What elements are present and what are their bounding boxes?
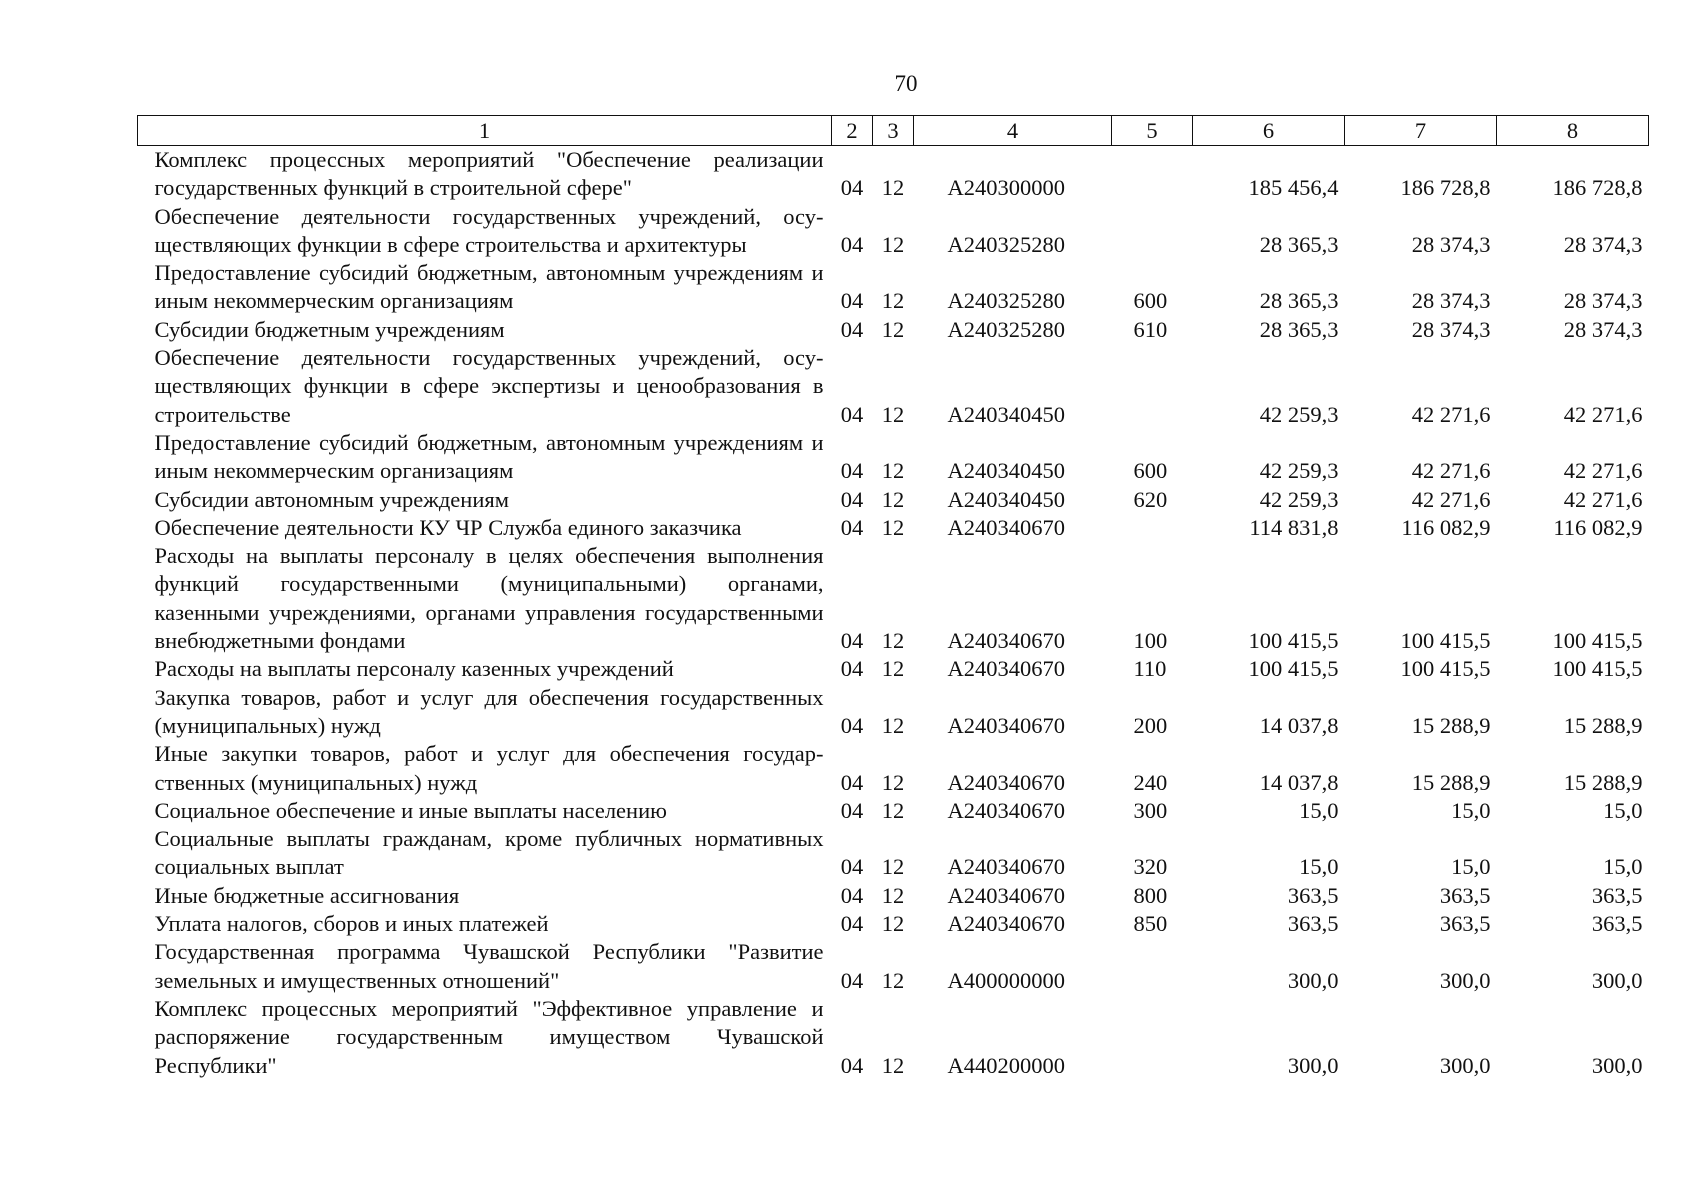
row-section-code: 04: [840, 486, 864, 512]
row-amount-col6: 300,0: [1287, 967, 1339, 993]
column-header-7: 7: [1345, 116, 1497, 146]
row-expense-type: 200: [1133, 712, 1168, 738]
row-name: Уплата налогов, сборов и иных платежей: [154, 911, 549, 937]
row-amount-col7: 15 288,9: [1411, 712, 1491, 738]
row-subsection-code: 12: [881, 1052, 905, 1078]
table-row: [138, 486, 1649, 514]
row-target-article: А400000000: [947, 967, 1065, 993]
row-subsection-code: 12: [881, 656, 905, 682]
table-row: [138, 316, 1649, 344]
row-expense-type: [1112, 203, 1193, 260]
row-expense-type: 240: [1133, 769, 1168, 795]
row-target-article: А240340450: [947, 401, 1065, 427]
row-section-code: 04: [840, 1052, 864, 1078]
row-amount-col7: 300,0: [1439, 967, 1491, 993]
row-target-article: А240340670: [947, 656, 1065, 682]
row-amount-col6: 42 259,3: [1259, 458, 1339, 484]
table-row: [138, 938, 1649, 995]
row-subsection-code: 12: [881, 628, 905, 654]
row-amount-col7: 28 374,3: [1411, 231, 1491, 257]
row-expense-type: 850: [1133, 911, 1168, 937]
column-header-5: 5: [1112, 116, 1193, 146]
row-amount-col8: 15,0: [1603, 854, 1643, 880]
table-row: [138, 429, 1649, 486]
row-amount-col7: 15,0: [1451, 797, 1491, 823]
row-expense-type: 300: [1133, 797, 1168, 823]
row-name: Комплекс процессных мероприятий "Эффективное управление и распоряжение государственным имуществом Чувашской Республики": [154, 995, 824, 1078]
row-target-article: А240340670: [947, 712, 1065, 738]
row-amount-col6: 15,0: [1299, 854, 1339, 880]
row-amount-col7: 116 082,9: [1401, 514, 1491, 540]
row-section-code: 04: [840, 175, 864, 201]
row-amount-col7: 28 374,3: [1411, 288, 1491, 314]
row-name: Социальное обеспечение и иные выплаты населению: [154, 797, 667, 823]
budget-table: [137, 115, 1649, 1080]
row-name: Иные закупки товаров, работ и услуг для обеспечения государственных (муниципальных) нужд: [154, 741, 824, 795]
row-subsection-code: 12: [881, 967, 905, 993]
row-expense-type: [1112, 146, 1193, 203]
row-name: Обеспечение деятельности КУ ЧР Служба единого заказчика: [154, 514, 742, 540]
table-row: [138, 203, 1649, 260]
row-expense-type: 620: [1133, 486, 1168, 512]
row-target-article: А240340670: [947, 797, 1065, 823]
row-subsection-code: 12: [881, 882, 905, 908]
row-amount-col7: 42 271,6: [1411, 486, 1491, 512]
row-section-code: 04: [840, 712, 864, 738]
row-section-code: 04: [840, 797, 864, 823]
row-amount-col8: 300,0: [1591, 1052, 1643, 1078]
row-amount-col7: 100 415,5: [1400, 656, 1491, 682]
row-name: Иные бюджетные ассигнования: [154, 882, 460, 908]
row-amount-col7: 186 728,8: [1400, 175, 1491, 201]
row-section-code: 04: [840, 854, 864, 880]
table-row: [138, 514, 1649, 542]
row-amount-col6: 14 037,8: [1259, 712, 1339, 738]
row-expense-type: [1112, 995, 1193, 1080]
row-amount-col6: 14 037,8: [1259, 769, 1339, 795]
row-section-code: 04: [840, 769, 864, 795]
row-target-article: А240340670: [947, 514, 1065, 540]
row-name: Расходы на выплаты персоналу в целях обеспечения выполнения функций государственными (муниципальными) органами, казенными учреждениями, органами управления государственными внебюджетными фондами: [154, 543, 824, 654]
row-amount-col7: 42 271,6: [1411, 458, 1491, 484]
row-subsection-code: 12: [881, 231, 905, 257]
row-target-article: А240340670: [947, 769, 1065, 795]
column-header-4: 4: [914, 116, 1112, 146]
row-amount-col6: 100 415,5: [1248, 656, 1339, 682]
table-row: [138, 910, 1649, 938]
row-expense-type: 800: [1133, 882, 1168, 908]
row-section-code: 04: [840, 401, 864, 427]
row-amount-col6: 42 259,3: [1259, 486, 1339, 512]
column-header-6: 6: [1193, 116, 1345, 146]
row-target-article: А240325280: [947, 316, 1065, 342]
row-amount-col8: 186 728,8: [1552, 175, 1643, 201]
table-header: [138, 116, 1649, 146]
row-expense-type: 100: [1133, 628, 1168, 654]
row-name: Субсидии автономным учреждениям: [154, 486, 509, 512]
row-subsection-code: 12: [881, 175, 905, 201]
row-name: Комплекс процессных мероприятий "Обеспечение реализации государственных функций в строительной сфере": [154, 147, 824, 201]
row-amount-col6: 185 456,4: [1248, 175, 1339, 201]
row-amount-col8: 28 374,3: [1563, 288, 1643, 314]
row-section-code: 04: [840, 628, 864, 654]
row-amount-col8: 15 288,9: [1563, 712, 1643, 738]
row-expense-type: [1112, 514, 1193, 542]
row-subsection-code: 12: [881, 401, 905, 427]
row-amount-col7: 28 374,3: [1411, 316, 1491, 342]
column-header-3: 3: [873, 116, 914, 146]
table-row: [138, 740, 1649, 797]
row-target-article: А240340670: [947, 882, 1065, 908]
row-expense-type: 320: [1133, 854, 1168, 880]
row-subsection-code: 12: [881, 316, 905, 342]
table-body: [138, 146, 1649, 1080]
table-row: [138, 825, 1649, 882]
row-target-article: А440200000: [947, 1052, 1065, 1078]
row-section-code: 04: [840, 967, 864, 993]
row-target-article: А240325280: [947, 231, 1065, 257]
row-amount-col6: 28 365,3: [1259, 316, 1339, 342]
row-amount-col8: 100 415,5: [1552, 628, 1643, 654]
row-amount-col8: 42 271,6: [1563, 401, 1643, 427]
row-expense-type: [1112, 344, 1193, 429]
row-expense-type: 600: [1133, 458, 1168, 484]
table-row: [138, 344, 1649, 429]
row-name: Обеспечение деятельности государственных учреждений, осуществляющих функции в сфере экспертизы и ценообразования в строительстве: [154, 345, 824, 427]
row-name: Расходы на выплаты персоналу казенных учреждений: [154, 656, 674, 682]
row-subsection-code: 12: [881, 288, 905, 314]
row-section-code: 04: [840, 231, 864, 257]
row-subsection-code: 12: [881, 911, 905, 937]
row-target-article: А240340450: [947, 458, 1065, 484]
table-row: [138, 542, 1649, 655]
row-amount-col6: 28 365,3: [1259, 288, 1339, 314]
row-name: Социальные выплаты гражданам, кроме публичных нормативных социальных выплат: [154, 826, 824, 880]
table-row: [138, 259, 1649, 316]
table-row: [138, 995, 1649, 1080]
row-subsection-code: 12: [881, 769, 905, 795]
row-subsection-code: 12: [881, 486, 905, 512]
row-amount-col6: 42 259,3: [1259, 401, 1339, 427]
row-amount-col8: 15,0: [1603, 797, 1643, 823]
row-amount-col8: 42 271,6: [1563, 458, 1643, 484]
column-header-8: 8: [1497, 116, 1649, 146]
row-amount-col7: 15,0: [1451, 854, 1491, 880]
row-amount-col7: 363,5: [1439, 882, 1491, 908]
column-header-2: 2: [832, 116, 873, 146]
row-subsection-code: 12: [881, 712, 905, 738]
row-amount-col6: 363,5: [1287, 911, 1339, 937]
row-section-code: 04: [840, 316, 864, 342]
row-section-code: 04: [840, 911, 864, 937]
row-target-article: А240325280: [947, 288, 1065, 314]
row-amount-col8: 100 415,5: [1552, 656, 1643, 682]
row-section-code: 04: [840, 458, 864, 484]
table-row: [138, 655, 1649, 683]
row-expense-type: 610: [1133, 316, 1168, 342]
row-section-code: 04: [840, 288, 864, 314]
row-subsection-code: 12: [881, 458, 905, 484]
row-expense-type: 600: [1133, 288, 1168, 314]
row-target-article: А240340450: [947, 486, 1065, 512]
row-subsection-code: 12: [881, 514, 905, 540]
row-amount-col8: 28 374,3: [1563, 231, 1643, 257]
row-amount-col8: 116 082,9: [1553, 514, 1643, 540]
row-target-article: А240300000: [947, 175, 1065, 201]
row-amount-col6: 15,0: [1299, 797, 1339, 823]
row-name: Субсидии бюджетным учреждениям: [154, 316, 505, 342]
row-amount-col8: 15 288,9: [1563, 769, 1643, 795]
table-row: [138, 684, 1649, 741]
row-section-code: 04: [840, 882, 864, 908]
row-name: Государственная программа Чувашской Республики "Развитие земельных и имущественных отношений": [154, 939, 824, 993]
row-amount-col8: 42 271,6: [1563, 486, 1643, 512]
table-row: [138, 797, 1649, 825]
row-expense-type: [1112, 938, 1193, 995]
row-amount-col6: 300,0: [1287, 1052, 1339, 1078]
row-amount-col6: 363,5: [1287, 882, 1339, 908]
row-target-article: А240340670: [947, 911, 1065, 937]
row-expense-type: 110: [1133, 656, 1167, 682]
row-amount-col7: 363,5: [1439, 911, 1491, 937]
table-row: [138, 882, 1649, 910]
row-name: Предоставление субсидий бюджетным, автономным учреждениям и иным некоммерческим организациям: [154, 260, 824, 314]
row-amount-col7: 100 415,5: [1400, 628, 1491, 654]
row-amount-col8: 28 374,3: [1563, 316, 1643, 342]
row-name: Обеспечение деятельности государственных учреждений, осуществляющих функции в сфере строительства и архитектуры: [154, 203, 824, 257]
row-subsection-code: 12: [881, 797, 905, 823]
row-amount-col8: 363,5: [1591, 911, 1643, 937]
row-section-code: 04: [840, 514, 864, 540]
row-subsection-code: 12: [881, 854, 905, 880]
row-amount-col7: 300,0: [1439, 1052, 1491, 1078]
page-number: 70: [894, 71, 918, 96]
row-amount-col8: 363,5: [1591, 882, 1643, 908]
table-row: [138, 146, 1649, 203]
row-target-article: А240340670: [947, 628, 1065, 654]
row-amount-col6: 28 365,3: [1259, 231, 1339, 257]
row-name: Предоставление субсидий бюджетным, автономным учреждениям и иным некоммерческим организациям: [154, 429, 824, 484]
column-header-1: 1: [138, 116, 832, 146]
row-section-code: 04: [840, 656, 864, 682]
row-target-article: А240340670: [947, 854, 1065, 880]
row-amount-col6: 114 831,8: [1249, 514, 1339, 540]
row-amount-col6: 100 415,5: [1248, 628, 1339, 654]
row-amount-col7: 15 288,9: [1411, 769, 1491, 795]
row-amount-col7: 42 271,6: [1411, 401, 1491, 427]
row-name: Закупка товаров, работ и услуг для обеспечения государственных (муниципальных) нужд: [154, 684, 824, 738]
row-amount-col8: 300,0: [1591, 967, 1643, 993]
